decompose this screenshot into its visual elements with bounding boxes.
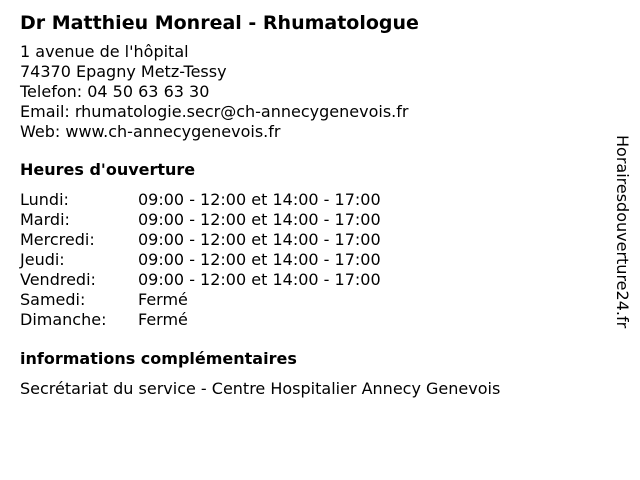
hours-table [20,190,600,330]
info-heading: informations complémentaires [20,349,297,368]
day-hours: 09:00 - 12:00 et 14:00 - 17:00 [138,190,381,209]
listing-card [20,10,600,399]
day-label: Vendredi: [20,270,96,289]
day-hours: 09:00 - 12:00 et 14:00 - 17:00 [138,210,381,229]
hours-row-friday [20,270,600,290]
hours-row-wednesday [20,230,600,250]
hours-row-monday [20,190,600,210]
site-watermark-label: Horairesdouverture24.fr [613,135,632,329]
email-address: Email: rhumatologie.secr@ch-annecygenevois.fr [20,102,409,121]
hours-row-tuesday [20,210,600,230]
day-hours: 09:00 - 12:00 et 14:00 - 17:00 [138,230,381,249]
day-hours: Fermé [138,310,188,329]
day-hours: 09:00 - 12:00 et 14:00 - 17:00 [138,250,381,269]
day-hours: 09:00 - 12:00 et 14:00 - 17:00 [138,270,381,289]
phone-number: Telefon: 04 50 63 63 30 [20,82,210,101]
day-label: Dimanche: [20,310,107,329]
day-label: Samedi: [20,290,86,309]
info-text: Secrétariat du service - Centre Hospitalier Annecy Genevois [20,379,501,398]
website-address: Web: www.ch-annecygenevois.fr [20,122,281,141]
hours-row-thursday [20,250,600,270]
day-hours: Fermé [138,290,188,309]
hours-row-sunday [20,310,600,330]
page-title: Dr Matthieu Monreal - Rhumatologue [20,12,419,34]
address-street: 1 avenue de l'hôpital [20,42,189,61]
address-block [20,42,600,142]
address-city: 74370 Epagny Metz-Tessy [20,62,227,81]
day-label: Mardi: [20,210,70,229]
hours-heading: Heures d'ouverture [20,160,196,179]
day-label: Jeudi: [20,250,65,269]
day-label: Mercredi: [20,230,95,249]
day-label: Lundi: [20,190,69,209]
hours-row-saturday [20,290,600,310]
